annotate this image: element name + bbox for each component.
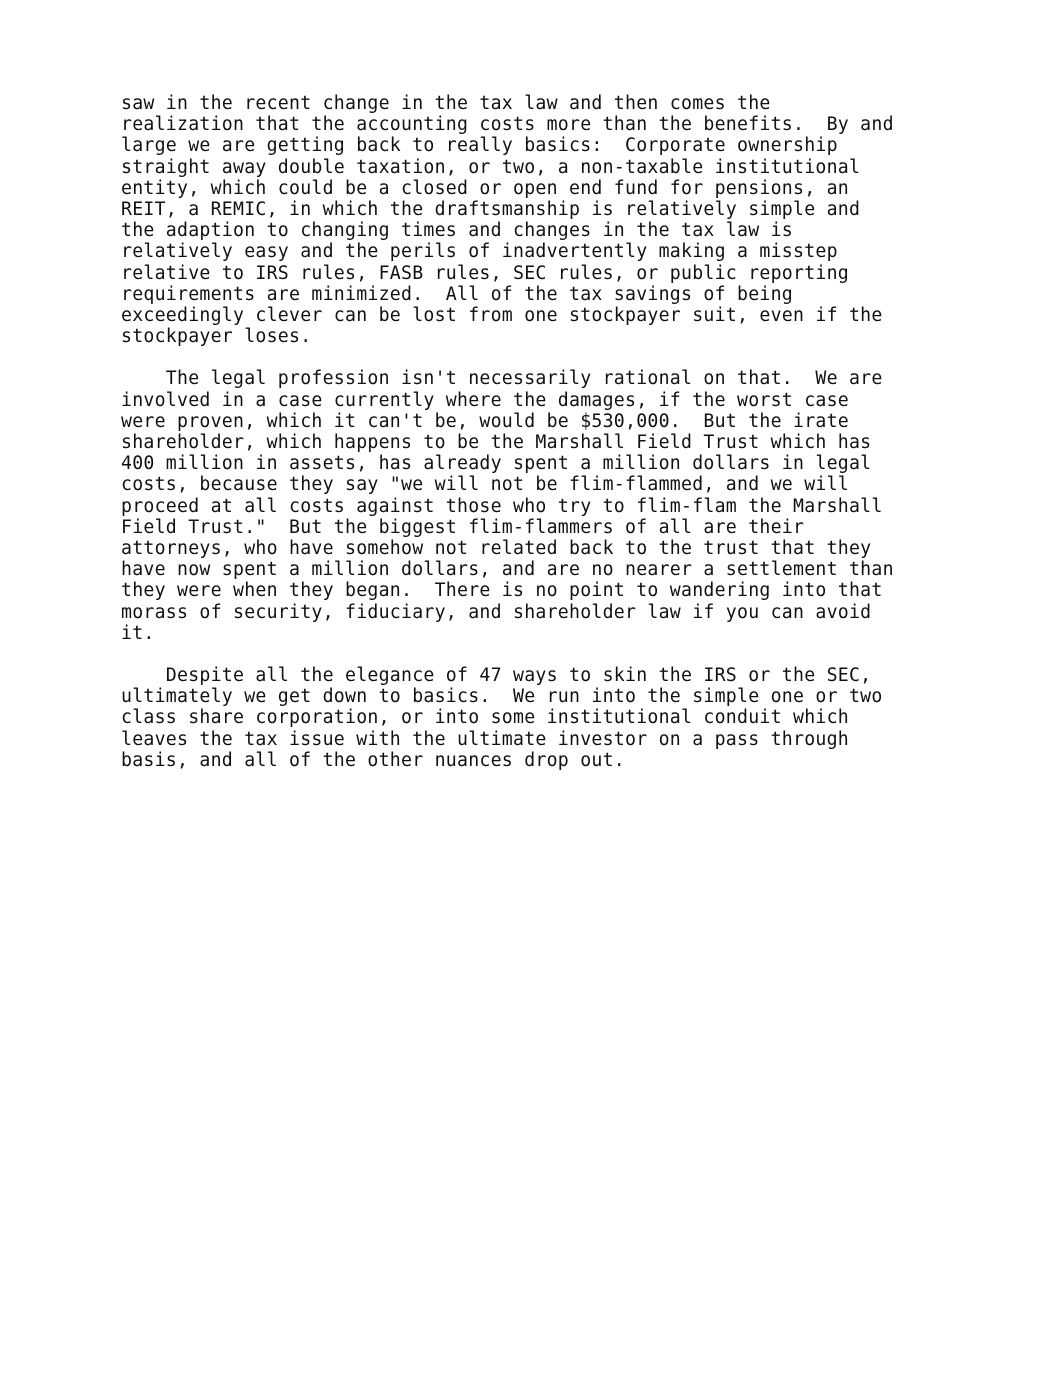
text-line: they were when they began. There is no point to wandering into that bbox=[121, 580, 883, 602]
text-line: costs, because they say "we will not be flim-flammed, and we will bbox=[121, 474, 849, 496]
text-line: saw in the recent change in the tax law and then comes the bbox=[121, 93, 771, 114]
text-line: proceed at all costs against those who try to flim-flam the Marshall bbox=[121, 495, 883, 517]
text-line: 400 million in assets, has already spent a million dollars in legal bbox=[121, 453, 872, 475]
text-line: The legal profession isn't necessarily rational on that. We are bbox=[121, 368, 883, 390]
text-line: have now spent a million dollars, and are no nearer a settlement than bbox=[121, 559, 894, 581]
text-line: REIT, a REMIC, in which the draftsmanship is relatively simple and bbox=[121, 198, 861, 220]
text-line: attorneys, who have somehow not related back to the trust that they bbox=[121, 537, 872, 559]
text-line: morass of security, fiduciary, and shareholder law if you can avoid bbox=[121, 601, 872, 623]
text-line: Despite all the elegance of 47 ways to skin the IRS or the SEC, bbox=[121, 665, 872, 687]
text-line: large we are getting back to really basics: Corporate ownership bbox=[121, 135, 838, 157]
text-line: class share corporation, or into some institutional conduit which bbox=[121, 707, 849, 729]
text-line: relatively easy and the perils of inadvertently making a misstep bbox=[121, 241, 838, 263]
text-line: relative to IRS rules, FASB rules, SEC rules, or public reporting bbox=[121, 262, 849, 284]
paragraph bbox=[121, 368, 1051, 643]
text-line: leaves the tax issue with the ultimate investor on a pass through bbox=[121, 728, 849, 750]
paragraph-spacer bbox=[121, 347, 1051, 368]
paragraph bbox=[121, 665, 1051, 771]
paragraph bbox=[121, 93, 1051, 347]
text-line: requirements are minimized. All of the tax savings of being bbox=[121, 283, 793, 305]
text-line: involved in a case currently where the damages, if the worst case bbox=[121, 389, 849, 411]
text-line: stockpayer loses. bbox=[121, 326, 312, 348]
text-line: shareholder, which happens to be the Marshall Field Trust which has bbox=[121, 432, 872, 453]
text-line: the adaption to changing times and changes in the tax law is bbox=[121, 220, 793, 242]
text-line: were proven, which it can't be, would be $530,000. But the irate bbox=[121, 410, 849, 432]
text-line: ultimately we get down to basics. We run into the simple one or two bbox=[121, 686, 883, 708]
body-text bbox=[121, 93, 1051, 771]
text-line: exceedingly clever can be lost from one stockpayer suit, even if the bbox=[121, 304, 883, 326]
text-line: basis, and all of the other nuances drop out. bbox=[121, 749, 625, 771]
text-line: it. bbox=[121, 622, 155, 644]
text-line: straight away double taxation, or two, a non-taxable institutional bbox=[121, 156, 861, 178]
text-line: entity, which could be a closed or open end fund for pensions, an bbox=[121, 177, 849, 199]
text-line: realization that the accounting costs more than the benefits. By and bbox=[121, 114, 894, 136]
paragraph-spacer bbox=[121, 644, 1051, 665]
text-line: Field Trust." But the biggest flim-flammers of all are their bbox=[121, 516, 805, 538]
